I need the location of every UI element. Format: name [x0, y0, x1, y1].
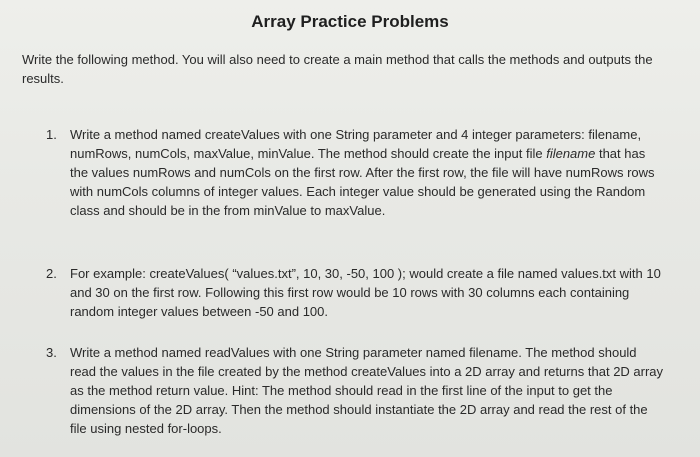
list-item-text-part: that has the values numRows and numCols on the first row. After the first row, the file will have numRows rows with numCols columns of integer values. Each integer value should be generated using the Random class and should be in the from minValue to maxValue.: [70, 146, 655, 218]
list-item-text: [70, 125, 666, 220]
list-item-3: [46, 343, 666, 438]
list-item-text-part: Write a method named createValues with one String parameter and 4 integer parameters: filename, numRows, numCols, maxValue, minValue. The method should create the input file: [70, 127, 642, 161]
list-item-number: 2.: [46, 266, 57, 281]
page-title: Array Practice Problems: [251, 12, 449, 31]
list-item-2: [46, 264, 666, 321]
list-item-text: Write a method named readValues with one String parameter named filename. The method should read the values in the file created by the method createValues into a 2D array and returns that 2D array as the method return value. Hint: The method should read in the first line of the input to get the dimensions of the 2D array. Then the method should instantiate the 2D array and read the rest of the file using nested for-loops.: [70, 345, 664, 436]
list-item-1: [46, 125, 666, 220]
list-item-number: 3.: [46, 345, 57, 360]
list-item-number: 1.: [46, 127, 57, 142]
intro-paragraph: Write the following method. You will also need to create a main method that calls the methods and outputs the results.: [22, 52, 653, 86]
italic-term: filename: [546, 146, 596, 161]
list-item-text: For example: createValues( “values.txt”, 10, 30, -50, 100 ); would create a file named values.txt with 10 and 30 on the first row. Following this first row would be 10 rows with 30 columns each containing random integer values between -50 and 100.: [70, 266, 661, 319]
